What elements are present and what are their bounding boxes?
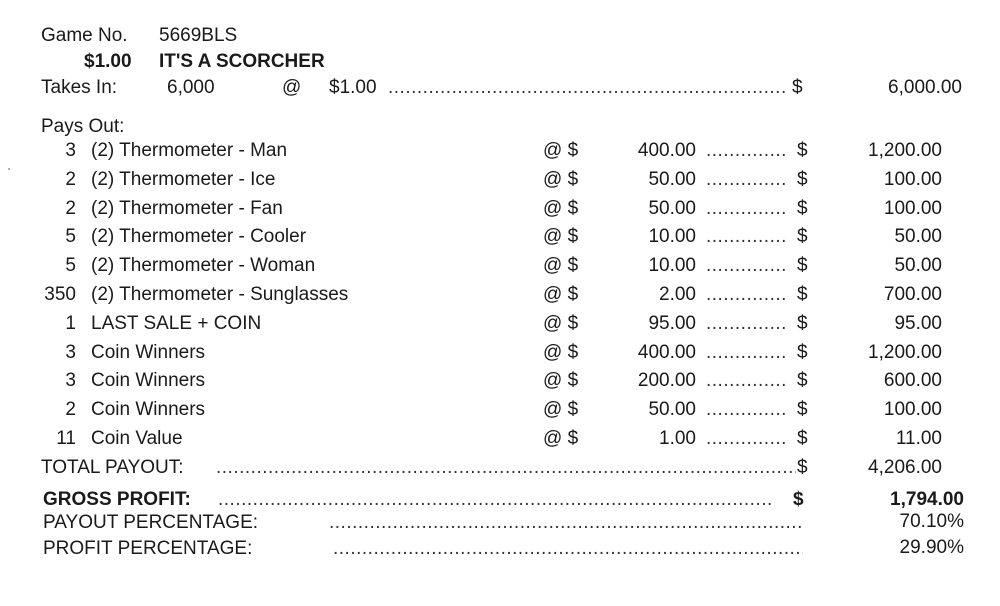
profit-percentage-value: 29.90% (899, 537, 964, 558)
payout-qty: 3 (65, 140, 76, 161)
profit-percentage-label: PROFIT PERCENTAGE: (43, 538, 253, 559)
takes-in-label: Takes In: (41, 77, 118, 98)
payout-qty: 2 (65, 169, 76, 190)
gross-profit-dollar: $ (793, 489, 804, 510)
payout-dollar: $ (797, 198, 808, 219)
payout-total: 50.00 (894, 226, 942, 247)
payout-percentage-label: PAYOUT PERCENTAGE: (43, 512, 259, 533)
payout-at: @ $ (543, 255, 579, 276)
payout-total: 50.00 (894, 255, 942, 276)
gross-profit-label: GROSS PROFIT: (43, 489, 191, 510)
payout-description: Coin Winners (91, 399, 206, 420)
payout-amount: 95.00 (648, 313, 696, 334)
payout-at: @ $ (543, 399, 579, 420)
payout-amount: 1.00 (659, 428, 696, 449)
payout-qty: 1 (65, 313, 76, 334)
payout-percentage-leader (329, 512, 803, 534)
total-payout-value: 4,206.00 (868, 457, 942, 478)
payout-leader (706, 169, 788, 191)
payout-total: 600.00 (883, 370, 942, 391)
payout-at: @ $ (543, 169, 579, 190)
payout-at: @ $ (543, 313, 579, 334)
payout-description: (2) Thermometer - Cooler (91, 226, 307, 247)
payout-leader (706, 399, 788, 421)
payout-at: @ $ (543, 198, 579, 219)
payout-total: 1,200.00 (868, 342, 942, 363)
payout-at: @ $ (543, 428, 579, 449)
payout-amount: 400.00 (637, 342, 696, 363)
total-payout-dollar: $ (797, 457, 808, 478)
payout-leader (706, 342, 788, 364)
payout-amount: 50.00 (648, 169, 696, 190)
payout-total: 100.00 (883, 169, 942, 190)
payout-leader (706, 140, 788, 162)
payout-amount: 10.00 (648, 226, 696, 247)
payout-total: 700.00 (883, 284, 942, 305)
payout-qty: 2 (65, 198, 76, 219)
payout-leader (706, 428, 788, 450)
payout-at: @ $ (543, 140, 579, 161)
payout-description: (2) Thermometer - Woman (91, 255, 316, 276)
takes-in-count: 6,000 (167, 77, 215, 98)
payout-dollar: $ (797, 284, 808, 305)
payout-dollar: $ (797, 313, 808, 334)
payout-qty: 5 (65, 226, 76, 247)
profit-percentage-leader (333, 538, 803, 560)
takes-in-total: 6,000.00 (888, 77, 962, 98)
game-name: IT'S A SCORCHER (159, 51, 325, 72)
payout-percentage-value: 70.10% (899, 511, 964, 532)
payout-dollar: $ (797, 399, 808, 420)
payout-amount: 200.00 (637, 370, 696, 391)
payout-description: LAST SALE + COIN (91, 313, 262, 334)
game-no-label: Game No. (41, 25, 128, 46)
payout-at: @ $ (543, 342, 579, 363)
payout-leader (706, 313, 788, 335)
payout-description: Coin Winners (91, 370, 206, 391)
total-payout-leader (216, 457, 796, 479)
payout-total: 100.00 (883, 198, 942, 219)
takes-in-dollar: $ (792, 77, 803, 98)
payout-description: (2) Thermometer - Man (91, 140, 288, 161)
payout-qty: 11 (56, 428, 76, 449)
takes-in-at: @ (282, 77, 302, 98)
payout-description: Coin Winners (91, 342, 206, 363)
payout-amount: 2.00 (659, 284, 696, 305)
payout-at: @ $ (543, 370, 579, 391)
payout-leader (706, 370, 788, 392)
game-no-value: 5669BLS (159, 25, 238, 46)
payout-qty: 3 (65, 342, 76, 363)
payout-qty: 350 (44, 284, 76, 305)
payout-dollar: $ (797, 140, 808, 161)
payout-total: 11.00 (895, 428, 942, 449)
payout-at: @ $ (543, 284, 579, 305)
payout-dollar: $ (797, 226, 808, 247)
pays-out-label: Pays Out: (41, 116, 125, 137)
payout-leader (706, 284, 788, 306)
payout-description: (2) Thermometer - Sunglasses (91, 284, 349, 305)
payout-dollar: $ (797, 169, 808, 190)
payout-at: @ $ (543, 226, 579, 247)
payout-dollar: $ (797, 255, 808, 276)
payout-dollar: $ (797, 342, 808, 363)
payout-leader (706, 198, 788, 220)
payout-amount: 10.00 (648, 255, 696, 276)
payout-dollar: $ (797, 428, 808, 449)
payout-amount: 50.00 (648, 399, 696, 420)
payout-qty: 3 (65, 370, 76, 391)
payout-leader (706, 226, 788, 248)
takes-in-price: $1.00 (329, 77, 377, 98)
payout-amount: 400.00 (637, 140, 696, 161)
payout-description: Coin Value (91, 428, 183, 449)
payout-total: 95.00 (894, 313, 942, 334)
gross-profit-value: 1,794.00 (890, 489, 964, 510)
payout-description: (2) Thermometer - Fan (91, 198, 283, 219)
gross-profit-leader (218, 489, 774, 511)
payout-description: (2) Thermometer - Ice (91, 169, 276, 190)
payout-total: 1,200.00 (868, 140, 942, 161)
payout-dollar: $ (797, 370, 808, 391)
total-payout-label: TOTAL PAYOUT: (41, 457, 184, 478)
payout-qty: 5 (65, 255, 76, 276)
scan-speck (8, 168, 10, 170)
payout-total: 100.00 (883, 399, 942, 420)
payout-leader (706, 255, 788, 277)
game-price: $1.00 (84, 51, 132, 72)
payout-amount: 50.00 (648, 198, 696, 219)
takes-in-leader (388, 77, 786, 99)
payout-qty: 2 (65, 399, 76, 420)
